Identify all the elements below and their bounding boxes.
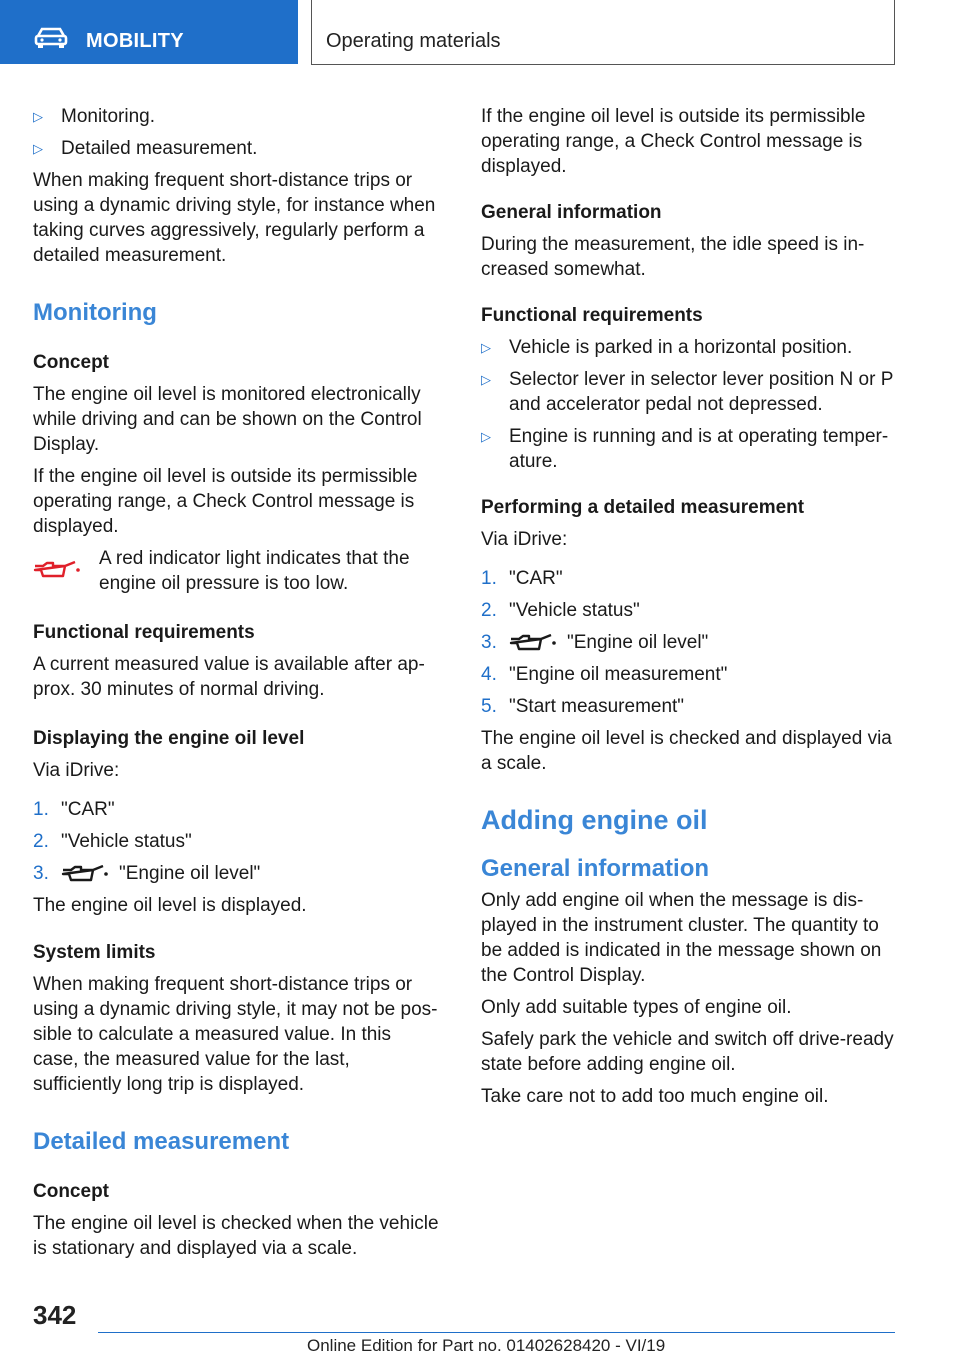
list-item xyxy=(481,598,895,623)
step-number: 1. xyxy=(33,799,49,820)
list-item-text: Selector lever in selector lever position N or P and accelerator pedal not depressed. xyxy=(509,369,894,415)
list-item xyxy=(481,367,895,417)
triangle-bullet-icon: ▷ xyxy=(481,372,491,387)
triangle-bullet-icon: ▷ xyxy=(33,109,43,124)
list-item xyxy=(33,104,441,129)
right-column xyxy=(481,104,895,1116)
warning-text: A red indicator light indicates that the engine oil pressure is too low. xyxy=(99,548,410,594)
warning-note xyxy=(33,546,441,596)
general-information-heading: General information xyxy=(481,202,662,223)
list-item xyxy=(33,797,441,822)
perform-measurement-heading: Performing a detailed measurement xyxy=(481,497,805,518)
list-item xyxy=(481,335,895,360)
section-label: MOBILITY xyxy=(86,30,184,52)
display-heading: Displaying the engine oil level xyxy=(33,728,305,749)
step-text: "Vehicle status" xyxy=(61,831,192,852)
step-text: "CAR" xyxy=(509,568,563,589)
list-item xyxy=(481,694,895,719)
adding-engine-oil-heading: Adding engine oil xyxy=(481,805,708,835)
triangle-bullet-icon: ▷ xyxy=(481,340,491,355)
step-number: 1. xyxy=(481,568,497,589)
paragraph: The engine oil level is monitored electronically while driving and can be shown on the Control Display. xyxy=(33,384,422,455)
car-icon xyxy=(34,26,68,48)
monitoring-heading: Monitoring xyxy=(33,299,157,326)
system-limits-heading: System limits xyxy=(33,942,156,963)
step-number: 3. xyxy=(33,863,49,884)
page-title: Operating materials xyxy=(326,30,501,52)
oil-can-icon xyxy=(61,865,109,883)
list-item-text: Vehicle is parked in a horizontal position. xyxy=(509,337,853,358)
oil-can-icon xyxy=(33,546,99,596)
footer-rule xyxy=(98,1332,895,1333)
concept-heading: Concept xyxy=(33,352,109,373)
list-item xyxy=(481,424,895,474)
via-idrive: Via iDrive: xyxy=(33,760,120,781)
step-text: "Start measurement" xyxy=(509,696,685,717)
paragraph: Only add engine oil when the message is displayed in the instrument cluster. The quantity to be added is indicated in the message shown on the Control Display. xyxy=(481,890,882,986)
list-item-text: Detailed measurement. xyxy=(61,138,258,159)
paragraph: A current measured value is available after approx. 30 minutes of normal driving. xyxy=(33,654,425,700)
header-divider-right xyxy=(894,0,895,64)
list-item xyxy=(481,662,895,687)
triangle-bullet-icon: ▷ xyxy=(481,429,491,444)
via-idrive: Via iDrive: xyxy=(481,529,568,550)
list-item-text: Monitoring. xyxy=(61,106,155,127)
functional-requirements-heading: Functional requirements xyxy=(481,305,703,326)
list-item-text: Engine is running and is at operating temperature. xyxy=(509,426,889,472)
paragraph: If the engine oil level is outside its permissible operating range, a Check Control message is displayed. xyxy=(481,106,866,177)
oil-can-icon xyxy=(509,634,557,652)
paragraph: The engine oil level is displayed. xyxy=(33,895,307,916)
step-text: "Engine oil level" xyxy=(567,632,709,653)
functional-requirements-heading: Functional requirements xyxy=(33,622,255,643)
general-information-subheading: General information xyxy=(481,855,710,882)
edition-note: Online Edition for Part no. 01402628420 - VI/19 xyxy=(307,1336,666,1355)
page-number: 342 xyxy=(33,1300,77,1330)
paragraph: During the measurement, the idle speed is increased somewhat. xyxy=(481,234,865,280)
step-number: 2. xyxy=(33,831,49,852)
list-item xyxy=(33,136,441,161)
left-column xyxy=(33,104,441,1268)
step-text: "Vehicle status" xyxy=(509,600,640,621)
step-text: "CAR" xyxy=(61,799,115,820)
paragraph: The engine oil level is checked when the vehicle is stationary and displayed via a scale. xyxy=(33,1213,439,1259)
step-number: 5. xyxy=(481,696,497,717)
paragraph: Only add suitable types of engine oil. xyxy=(481,997,792,1018)
header-divider xyxy=(311,0,312,64)
paragraph: If the engine oil level is outside its permissible operating range, a Check Control message is displayed. xyxy=(33,466,418,537)
step-number: 2. xyxy=(481,600,497,621)
triangle-bullet-icon: ▷ xyxy=(33,141,43,156)
list-item xyxy=(481,630,895,655)
concept-heading: Concept xyxy=(33,1181,109,1202)
paragraph: When making frequent short-distance trips or using a dynamic driving style, it may not be possible to calculate a measured value. In this case, the measured value for the last, sufficiently long trip is displayed. xyxy=(33,974,438,1095)
list-item xyxy=(33,861,441,886)
paragraph: The engine oil level is checked and displayed via a scale. xyxy=(481,728,892,774)
step-number: 4. xyxy=(481,664,497,685)
paragraph: Safely park the vehicle and switch off drive-ready state before adding engine oil. xyxy=(481,1029,894,1075)
detailed-measurement-heading: Detailed measurement xyxy=(33,1128,290,1155)
header-underline xyxy=(311,64,895,65)
step-text: "Engine oil level" xyxy=(119,863,261,884)
intro-paragraph: When making frequent short-distance trips or using a dynamic driving style, for instance when taking curves aggressively, regularly perform a detailed measurement. xyxy=(33,170,436,266)
section-tab xyxy=(0,0,298,64)
step-text: "Engine oil measurement" xyxy=(509,664,728,685)
step-number: 3. xyxy=(481,632,497,653)
list-item xyxy=(33,829,441,854)
list-item xyxy=(481,566,895,591)
paragraph: Take care not to add too much engine oil. xyxy=(481,1086,829,1107)
